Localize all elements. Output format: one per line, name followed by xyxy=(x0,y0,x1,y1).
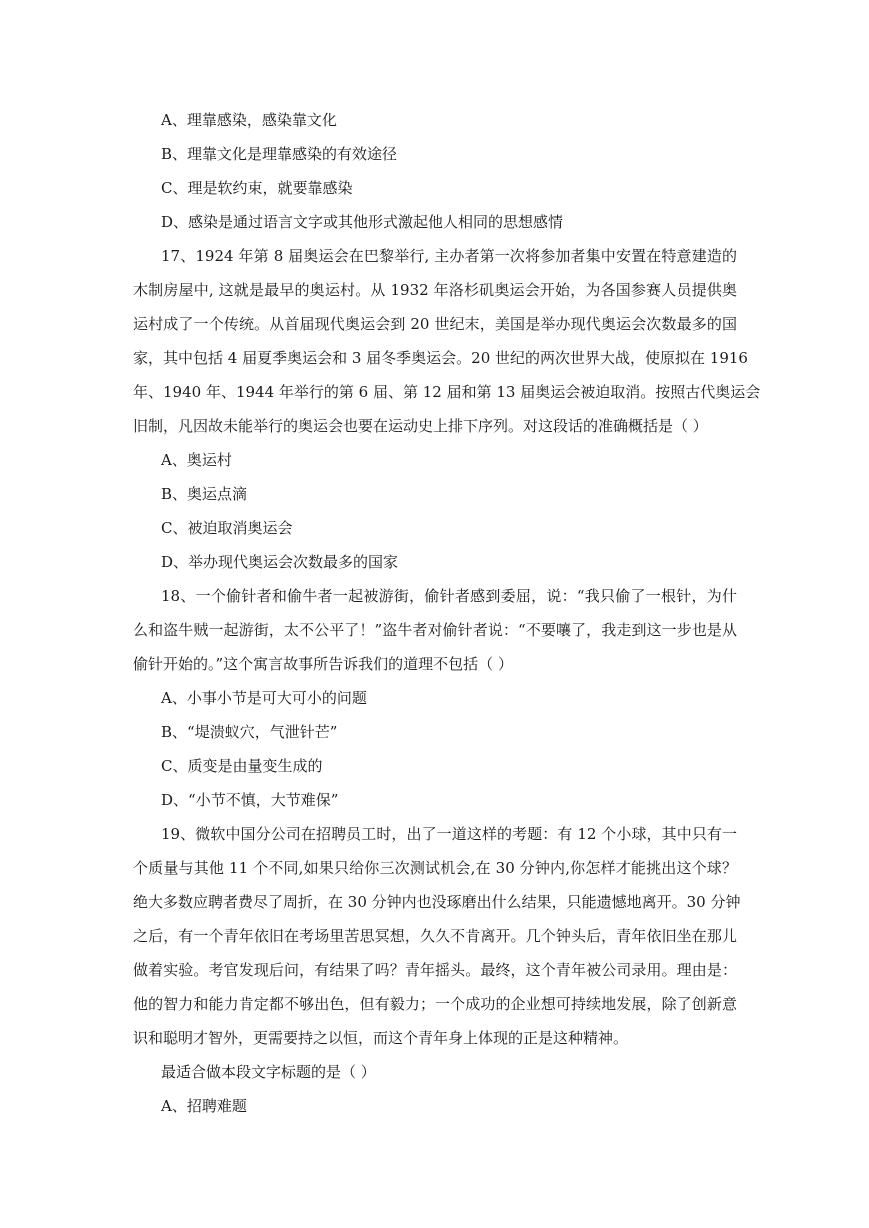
q19-question: 最适合做本段文字标题的是（ ） xyxy=(161,1063,376,1081)
q16-option-c: C、理是软约束，就要靠感染 xyxy=(161,179,353,197)
document-body xyxy=(133,103,761,1123)
q18-option-b: B、“堤溃蚁穴，气泄针芒” xyxy=(161,723,338,741)
q18-line: 18、一个偷针者和偷牛者一起被游街，偷针者感到委屈，说：“我只偷了一根针，为什 xyxy=(161,587,737,605)
q17-line: 运村成了一个传统。从首届现代奥运会到 20 世纪末，美国是举办现代奥运会次数最多的国 xyxy=(133,315,737,333)
q19-line: 个质量与其他 11 个不同,如果只给你三次测试机会,在 30 分钟内,你怎样才能挑出这个球？ xyxy=(133,859,737,877)
q17-option-d: D、举办现代奥运会次数最多的国家 xyxy=(161,553,399,571)
q19-line: 他的智力和能力肯定都不够出色，但有毅力；一个成功的企业想可持续地发展，除了创新意 xyxy=(133,995,737,1013)
q18-option-a: A、小事小节是可大可小的问题 xyxy=(161,689,367,707)
q18-line: 么和盗牛贼一起游街，太不公平了！”盗牛者对偷针者说：“不要嚷了，我走到这一步也是从 xyxy=(133,621,737,639)
q17-option-c: C、被迫取消奥运会 xyxy=(161,519,293,537)
q18-line: 偷针开始的。”这个寓言故事所告诉我们的道理不包括（ ） xyxy=(133,655,513,673)
q17-option-b: B、奥运点滴 xyxy=(161,485,248,503)
q19-option-a: A、招聘难题 xyxy=(161,1097,247,1115)
q17-line: 家，其中包括 4 届夏季奥运会和 3 届冬季奥运会。20 世纪的两次世界大战，使原拟在 1916 xyxy=(133,349,748,367)
q17-line: 旧制，凡因故未能举行的奥运会也要在运动史上排下序列。对这段话的准确概括是（ ） xyxy=(133,417,708,435)
q16-option-a: A、理靠感染，感染靠文化 xyxy=(161,111,337,129)
q16-option-b: B、理靠文化是理靠感染的有效途径 xyxy=(161,145,398,163)
q19-line: 19、微软中国分公司在招聘员工时，出了一道这样的考题：有 12 个小球，其中只有一 xyxy=(161,825,737,843)
q19-line: 识和聪明才智外，更需要持之以恒，而这个青年身上体现的正是这种精神。 xyxy=(133,1029,629,1047)
q18-option-c: C、质变是由量变生成的 xyxy=(161,757,323,775)
q19-line: 之后，有一个青年依旧在考场里苦思冥想，久久不肯离开。几个钟头后，青年依旧坐在那儿 xyxy=(133,927,737,945)
q17-line: 木制房屋中, 这就是最早的奥运村。从 1932 年洛杉矶奥运会开始，为各国参赛人员提供奥 xyxy=(133,281,737,299)
q18-option-d: D、“小节不慎，大节难保” xyxy=(161,791,339,809)
q17-option-a: A、奥运村 xyxy=(161,451,232,469)
q19-line: 绝大多数应聘者费尽了周折，在 30 分钟内也没琢磨出什么结果，只能遗憾地离开。30 分钟 xyxy=(133,893,741,911)
q16-option-d: D、感染是通过语言文字或其他形式激起他人相同的思想感情 xyxy=(161,213,564,231)
q17-line: 年、1940 年、1944 年举行的第 6 届、第 12 届和第 13 届奥运会被迫取消。按照古代奥运会 xyxy=(133,383,761,401)
q17-line: 17、1924 年第 8 届奥运会在巴黎举行, 主办者第一次将参加者集中安置在特意建造的 xyxy=(161,247,737,265)
q19-line: 做着实验。考官发现后问，有结果了吗？青年摇头。最终，这个青年被公司录用。理由是： xyxy=(133,961,737,979)
